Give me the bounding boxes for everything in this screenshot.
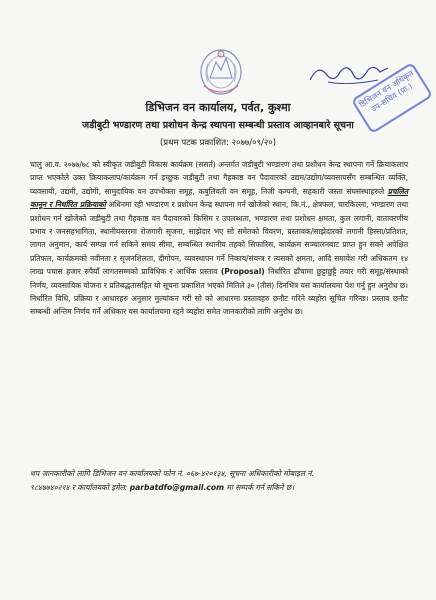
official-stamp: डिभिजन वन अधिकृत उप-सचिव (प्रा.) <box>351 62 433 134</box>
contact-suffix: मा सम्पर्क गर्न सकिने छ। <box>224 483 295 492</box>
contact-mobile: ९८४७७४०२१४ र कार्यालयको इमेल: <box>30 483 130 492</box>
publish-date: (प्रथम पटक प्रकाशित: २०७७/०९/२०) <box>159 138 277 148</box>
government-emblem-icon <box>196 42 246 100</box>
body-part-2: अधिनमा रही भण्डारण र प्रशोधन केन्द्र स्थापना गर्न खोजेको स्थान, कि.नं., क्षेत्रफल, चारकिल्ला, भण्डारण तथा प्रशोधन गर्न खोजेको जडीबुटी तथा गैहकाष्ठ वन पैदावारको किसिम र उपलब्धता, भण्डारण तथा प्रशोधन क्षमता, कुल लगानी, वातावरणीय प्रभाव र जनसहभागिता, स्थानीयस्तरमा रोजगारी सृजना, साझेदार भए सो समेतको विवरण, प्रस्तावक/साझेदारको लगानी हिस्सा/प्रतिशत, लागत अनुमान, कार्य सम्पन्न गर्न सकिने समय सीमा, सम्बन्धित स्थानीय तहको सिफारिस, कार्यक्रम सञ्चालनबाट प्राप्त हुन सक्ने अपेक्षित प्रतिफल, कार्यक्रमको नवीनता र सृजनशिलता, दीगोपन, व्यवस्थापन गर्ने निकाय/संयन्त्र र त्यसको क्षमता, आदि समावेश गरी अधिकतम १४ लाख पचास हजार रुपैयाँ लागतसम्मको प्राविधिक र आर्थिक प्रस्ताव <box>30 200 408 277</box>
body-part-1: चालु आ.व. २०७७/७८ को स्वीकृत जडीबुटी विकास कार्यक्रम (ससर्त) अन्तर्गत जडीबुटी भण्डारण तथा प्रशोधन केन्द्र स्थापना गर्ने क्रियाकलाप प्राप्त भएकोले उक्त क्रियाकलाप/कार्यक्रम गर्न इच्छुक जडीबुटी तथा गैहकाष्ठ वन पैदावारको उद्यम/उद्योग/व्यवसायसँग सम्बन्धित व्यक्ति, व्यवसायी, उद्यमी, उद्योगी, सामुदायिक वन उपभोक्ता समूह, कबुलियती वन समूह, निजी कम्पनी, सहकारी जस्ता संघसंस्थाहरुले <box>30 160 408 196</box>
contact-line-1: थप जानकारीको लागि डिभिजन वन कार्यालयको फोन नं. ०६७-४२०१३४, सूचना अधिकारीको मोबाइल नं. <box>30 469 315 478</box>
notice-subject: जडीबुटी भण्डारण तथा प्रशोधन केन्द्र स्थापना सम्बन्धी प्रस्ताव आव्हानबारे सूचना <box>82 120 354 131</box>
body-underlined-phrase: प्रचलित कानून र निर्धारित प्रक्रियाको <box>30 186 408 210</box>
contact-email-link[interactable]: parbatdfo@gmail.com <box>129 483 224 492</box>
notice-body <box>30 158 408 319</box>
contact-info <box>30 467 410 495</box>
contact-line-2 <box>30 481 410 495</box>
body-part-3: निर्धारित ढाँचामा छुट्टाछुट्टै तयार गरी समूह/संस्थाको निर्णय, व्यवसायिक योजना र प्रतिबद्धतासहित यो सूचना प्रकाशित भएको मितिले ३० (तीस) दिनभित्र यस कार्यालयमा पेश गर्नु हुन अनुरोध छ। निर्धारित विधि, प्रक्रिया र आधारहरु अनुसार मुल्यांकन गरी सो को आधारमा प्रस्तावहरु छनौट गरिने व्यहोरा सूचित गरिन्छ। प्रस्ताव छनौट सम्बन्धी अन्तिम निर्णय गर्ने अधिकार यस कार्यालयमा रहने व्यहोरा समेत जानकारीको लागि अनुरोध छ। <box>30 267 408 317</box>
proposal-term: (Proposal) <box>220 267 265 277</box>
office-title: डिभिजन वन कार्यालय, पर्वत, कुश्मा <box>145 101 291 114</box>
